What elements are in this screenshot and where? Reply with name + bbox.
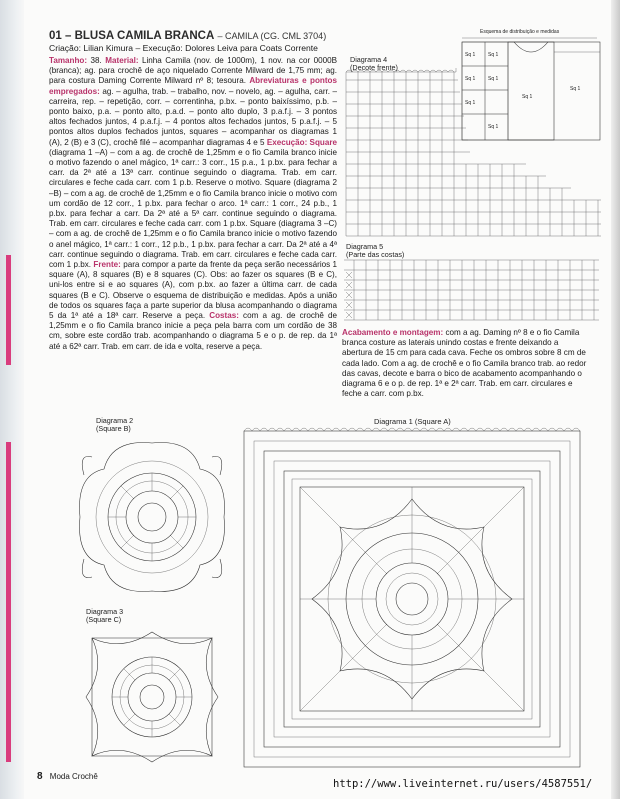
diagram1-square-a <box>240 427 585 772</box>
abreviaturas-text: ag. – agulha, trab. – trabalho, nov. – novelo, ag. – agulha, carr. – carreira, rep. – repetição, corr. – correntinha, p.bx. – ponto baixíssimo, p.b. – ponto baixo, p.a. – ponto alto, p.a.d. – ponto alto duplo, 3 p.a.f.j. – 3 pontos altos fechados juntos, 4 p.a.f.j. – 4 pontos altos fechados juntos, 5 p.a.f.j. – 5 pontos altos duplos fechados juntos, squares – acompanhar os diagramas 1 (A), 2 (B) e 3 (C), crochê filé – acompanhar diagramas 4 e 5 <box>49 86 337 147</box>
execucao-label: Execução: Square <box>266 137 337 147</box>
scheme-label-6: Sq 1 <box>570 86 581 92</box>
diagram2-title: Diagrama 2 <box>96 416 134 425</box>
esquema-title: Esquema de distribuição e medidas <box>480 29 560 35</box>
acabamento-block <box>342 328 590 399</box>
source-url-watermark: http://www.liveinternet.ru/users/4587551/ <box>333 778 593 790</box>
diagram2-label <box>96 417 133 433</box>
scheme-label-8: Sq 1 <box>488 52 499 58</box>
scheme-label-3: Sq 1 <box>465 100 476 106</box>
credit-line: Criação: Lilian Kimura – Execução: Dolores Leiva para Coats Corrente <box>49 43 318 53</box>
diagram5-label <box>346 243 404 259</box>
page-left-margin <box>0 0 24 799</box>
tamanho-label: Tamanho: <box>49 56 88 65</box>
diagram5-title: Diagrama 5 <box>346 242 384 251</box>
diagram2-subtitle: (Square B) <box>96 424 131 433</box>
magazine-name: Moda Crochê <box>49 772 98 781</box>
costas-text: com a ag. de crochê de 1,25mm e o fio Camila branco inicie a peça pela barra com um cordão de 38 cm, sobre este cordão trab. acompanhando o diagrama 5 e o p. de rep. da 1ª até a 62ª carr. Trab. em carr. de ida e volta, reserve a peça. <box>49 311 338 351</box>
pattern-title <box>49 30 326 42</box>
diagram3-subtitle: (Square C) <box>86 615 122 624</box>
scheme-label-1: Sq 1 <box>465 52 476 58</box>
frente-label: Frente: <box>93 260 121 270</box>
costas-label: Costas: <box>209 311 239 321</box>
diagram4-chart <box>346 70 601 250</box>
diagram4-title: Diagrama 4 <box>350 55 388 64</box>
acabamento-label: Acabamento e montagem: <box>342 328 444 337</box>
pink-strip-bottom <box>6 442 11 762</box>
execucao-text: (diagrama 1 –A) – com a ag. de crochê de 1,25mm e o fio Camila branco inicie o motivo fazendo o anel mágico, 1ª carr.: 3 corr., 15 p.a., 1 p.bx. para fechar a carr. da 2ª até a 13ª carr. continue seguindo o diagrama. Trab. em carr. circulares e feche cada carr. com 1 p.b. Reserve o motivo. Square (diagrama 2 –B) – com a ag. de crochê de 1,25mm e o fio Camila branco inicie o motivo com um cordão de 12 corr., 1 p.bx. para fechar o arco. 1ª carr.: 1 corr., 24 p.b., 1 p.bx. para fechar a carr. Da 2ª até a 5ª carr. continue seguindo o diagrama. Trab. em carr. circulares e feche cada carr. com 1 p.bx. Square (diagrama 3 –C) – com a ag. de crochê de 1,25mm e o fio Camila branco inicie o motivo fazendo o anel mágico, 1ª carr.: 1 corr., 12 p.b., 1 p.bx. para fechar a carr. Da 2ª até a 4ª carr. continue seguindo o diagrama. Trab. em carr. circulares e feche cada carr. com 1 p.bx. <box>49 147 337 270</box>
pink-strip-top <box>6 255 11 365</box>
page-footer <box>37 771 98 782</box>
diagram1-title: Diagrama 1 (Square A) <box>374 417 451 426</box>
title-sub: – CAMILA (CG. CML 3704) <box>217 31 327 41</box>
scheme-label-7: Sq 1 <box>465 76 476 82</box>
acabamento-text: com a ag. Daming nº 8 e o fio Camila branca costure as laterais unindo costas e frente deixando a abertura de 15 cm para cada cava. Feche os ombros sobre 8 cm de cada lado. Com a ag. de crochê e o fio Camila branco trab. ao redor das cavas, decote e barra o bico de acabamento acompanhando o diagrama 6 e o p. de rep. 1ª e 2ª carr. Trab. em carr. circulares e feche a carr. com p.bx. <box>342 328 587 399</box>
material-text: Linha Camila (nov. de 1000m), 1 nov. na cor 0000B (branca); ag. para crochê de aço niquelado Corrente Milward de 1,75 mm; ag. para costura Daming Corrente Milward nº 8; tesoura. <box>49 56 337 86</box>
tamanho-value: 38. <box>90 56 102 65</box>
scheme-label-4: Sq 1 <box>488 124 499 130</box>
diagram3-square-c <box>82 628 222 763</box>
diagram3-label <box>86 608 123 624</box>
diagram2-square-b <box>72 433 232 603</box>
diagram5-chart <box>344 258 599 326</box>
page-spine-shadow <box>611 0 620 799</box>
diagram4-subtitle: (Decote frente) <box>350 63 398 72</box>
frente-text: para compor a parte da frente da peça serão necessários 1 square (A), 8 squares (B) e 8 squares (C). Obs: ao fazer os squares (B e C), uni-los entre si e ao squares (A), com p.bx. ao fazer a última carr. de cada squares (B e C). Observe o esquema de distribuição e medidas. Após a união de todos os squares faça a parte superior da blusa acompanhando o diagrama 5 da 1ª até a 18ª carr. Reserve a peça. <box>49 260 338 321</box>
page-number: 8 <box>37 771 43 782</box>
title-main: 01 – BLUSA CAMILA BRANCA <box>49 30 215 42</box>
scheme-label-5: Sq 1 <box>522 94 533 100</box>
instructions-block <box>49 56 337 352</box>
diagram3-title: Diagrama 3 <box>86 607 124 616</box>
material-label: Material: <box>105 56 139 65</box>
scheme-label-2: Sq 1 <box>488 76 499 82</box>
diagram5-subtitle: (Parte das costas) <box>346 250 405 259</box>
abreviaturas-label: Abreviaturas e pontos empregados: <box>49 76 337 96</box>
